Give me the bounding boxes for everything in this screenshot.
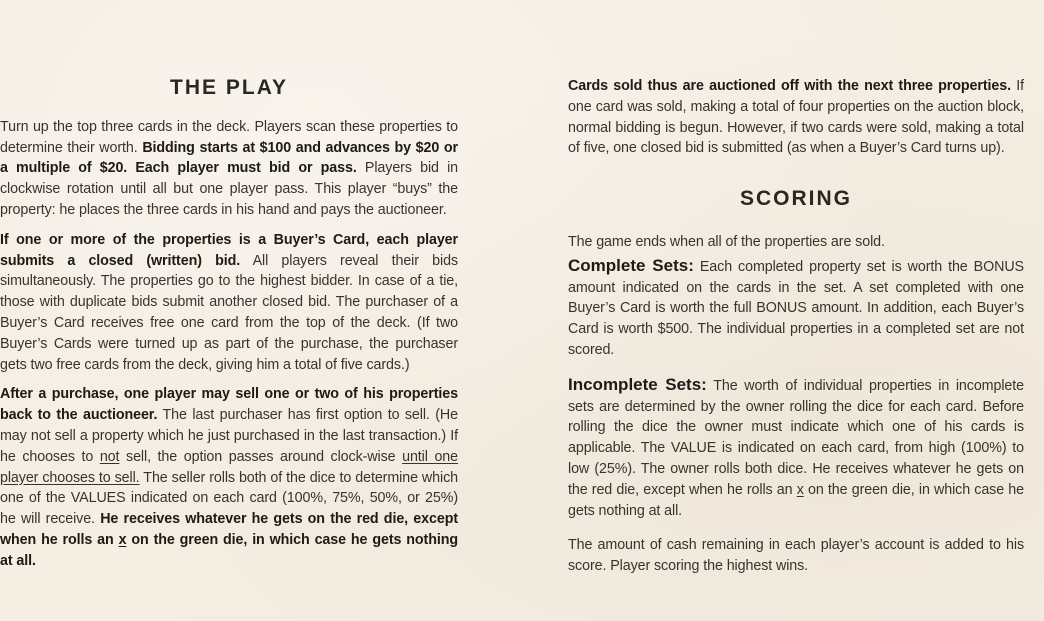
the-play-heading: THE PLAY xyxy=(170,76,288,99)
play-p1-text-b: Players bid in clockwise rotation until all but one player pass. This player “buys” the property: he places the three cards in his hand and pays the auctioneer. xyxy=(0,160,458,218)
play-p1-text-a: Turn up the top three cards in the deck. Players scan these properties to determine their worth. xyxy=(0,118,458,156)
play-p3-bold-a: After a purchase, one player may sell one or two of his properties back to the auctioneer. xyxy=(0,386,458,424)
play-p3-x: x xyxy=(118,531,127,548)
play-p3-text-c: The seller rolls both of the dice to determine which one of the VALUES indicated on each card (100%, 75%, 50%, or 25%) he will receive. xyxy=(0,469,458,528)
play-paragraph-1 xyxy=(0,117,458,221)
right-column xyxy=(568,0,1024,586)
play-p3-underlined: until one player chooses to sell. xyxy=(0,448,459,486)
incomplete-sets-text-a: The worth of individual properties in incomplete sets are determined by the owner rolling the dice for each card. Before rolling the dice the owner must indicate which one of his cards is applicable. The VALUE is indicated on each card, from high (100%) to low (25%). The owner rolls both dice. He receives whatever he gets on the red die, except when he rolls an xyxy=(568,377,1024,498)
play-paragraph-2 xyxy=(0,230,458,376)
play-p3-text-a: The last purchaser has first option to sell. (He may not sell a property which he just purchased in the last transaction.) If he chooses to xyxy=(0,407,458,465)
auction-text: If one card was sold, making a total of four properties on the auction block, normal bidding is begun. However, if two cards were sold, making a total of five, one closed bid is submitted (as when a Buyer’s Card turns up). xyxy=(568,78,1024,157)
left-column xyxy=(0,0,458,581)
auction-bold: Cards sold thus are auctioned off with the next three properties. xyxy=(568,78,1011,94)
play-p1-bold: Bidding starts at $100 and advances by $20 or a multiple of $20. Each player must bid or pass. xyxy=(0,139,458,177)
scoring-heading: SCORING xyxy=(739,187,852,211)
play-p2-bold: If one or more of the properties is a Buyer’s Card, each player submits a closed (written) bid. xyxy=(0,231,458,269)
incomplete-sets-text-b: on the green die, in which case he gets nothing at all. xyxy=(568,481,1024,519)
complete-sets-text: Each completed property set is worth the BONUS amount indicated on the cards in the set. A set completed with one Buyer’s Card is worth the full BONUS amount. In addition, each Buyer’s Card is worth $500. The individual properties in a completed set are not scored. xyxy=(568,258,1024,358)
play-p3-bold-b: He receives whatever he gets on the red die, except when he rolls an xyxy=(0,511,458,548)
complete-sets-paragraph xyxy=(568,256,1024,361)
final-paragraph: The amount of cash remaining in each player’s account is added to his score. Player scoring the highest wins. xyxy=(568,537,1024,575)
auction-paragraph xyxy=(568,76,1024,159)
scoring-intro: The game ends when all of the properties are sold. xyxy=(568,233,885,250)
play-p2-text: All players reveal their bids simultaneously. The properties go to the highest bidder. In case of a tie, those with duplicate bids submit another closed bid. The purchaser of a Buyer’s Card receives free one card from the top of the deck. (If two Buyer’s Cards were turned up as part of the purchase, the purchaser gets two free cards from the deck, giving him a total of five cards.) xyxy=(0,252,458,373)
play-p3-text-b: sell, the option passes around clock-wise xyxy=(119,448,403,465)
incomplete-sets-lead: Incomplete Sets: xyxy=(568,374,707,394)
play-p3-not-underlined: not xyxy=(99,448,120,465)
play-paragraph-3 xyxy=(0,384,458,571)
complete-sets-lead: Complete Sets: xyxy=(568,255,694,275)
incomplete-sets-paragraph xyxy=(568,375,1024,522)
play-p3-bold-c: on the green die, in which case he gets nothing at all. xyxy=(0,531,458,569)
incomplete-sets-x: x xyxy=(796,481,804,498)
